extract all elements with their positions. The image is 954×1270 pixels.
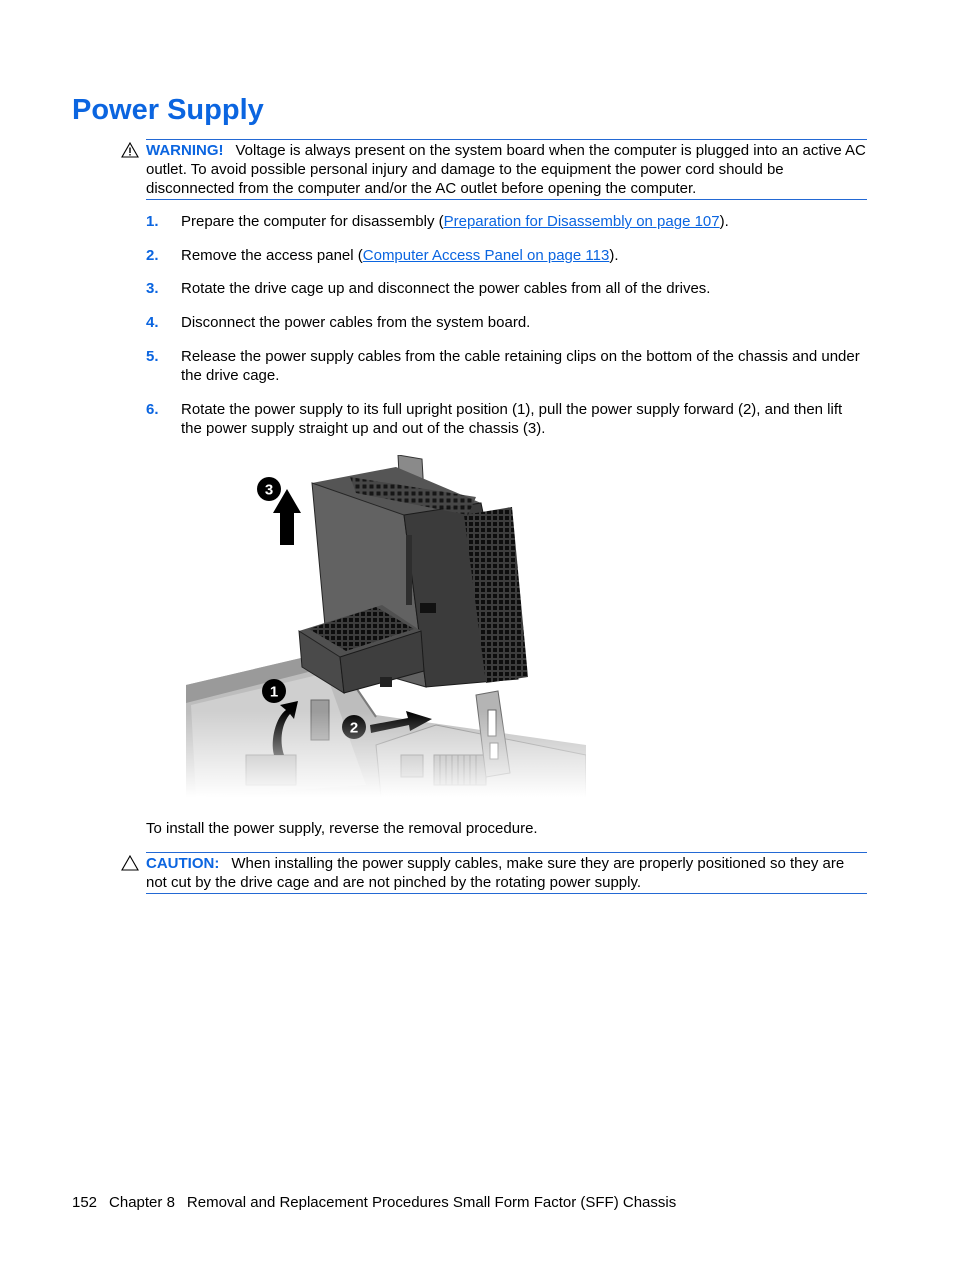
step-number: 5. [146,348,159,365]
install-note: To install the power supply, reverse the removal procedure. [146,820,538,837]
step-number: 6. [146,401,159,418]
caution-text: When installing the power supply cables, make sure they are properly positioned so they are not cut by the drive cage and are not pinched by the rotating power supply. [146,855,845,891]
footer-page-number: 152 [72,1194,98,1211]
page-title: Power Supply [72,94,264,126]
warning-notice [146,139,867,200]
step-text: Disconnect the power cables from the system board. [181,314,531,331]
step-text: Rotate the power supply to its full upright position (1), pull the power supply forward (2), and then lift the power supply straight up and out of the chassis (3). [181,401,843,437]
warning-label: WARNING! [146,142,224,159]
footer-title: Removal and Replacement Procedures Small Form Factor (SFF) Chassis [186,1194,677,1211]
step-3 [146,279,867,298]
step-number: 4. [146,314,159,331]
step-6 [146,400,867,438]
step-5 [146,347,867,385]
step-number: 3. [146,280,159,297]
step-number: 2. [146,247,159,264]
caution-label: CAUTION: [146,855,220,872]
step-text: Remove the access panel (Computer Access Panel on page 113). [181,247,619,264]
caution-triangle-icon [121,854,139,872]
link-preparation-for-disassembly[interactable]: Preparation for Disassembly on page 107 [443,213,720,230]
step-number: 1. [146,213,159,230]
warning-text: Voltage is always present on the system board when the computer is plugged into an active AC outlet. To avoid possible personal injury and damage to the equipment the power cord should be disconnected from the computer and/or the AC outlet before opening the computer. [146,142,866,197]
step-2 [146,246,867,265]
step-text: Rotate the drive cage up and disconnect the power cables from all of the drives. [181,280,711,297]
page-footer [72,1193,688,1212]
caution-notice [146,852,867,894]
step-4 [146,313,867,332]
step-text: Release the power supply cables from the cable retaining clips on the bottom of the chassis and under the drive cage. [181,348,860,384]
power-supply-removal-illustration [186,455,586,797]
step-text: Prepare the computer for disassembly (Preparation for Disassembly on page 107). [181,213,729,230]
step-1 [146,212,867,231]
warning-triangle-icon [121,141,139,159]
link-computer-access-panel[interactable]: Computer Access Panel on page 113 [362,247,610,264]
footer-chapter: Chapter 8 [109,1194,175,1211]
